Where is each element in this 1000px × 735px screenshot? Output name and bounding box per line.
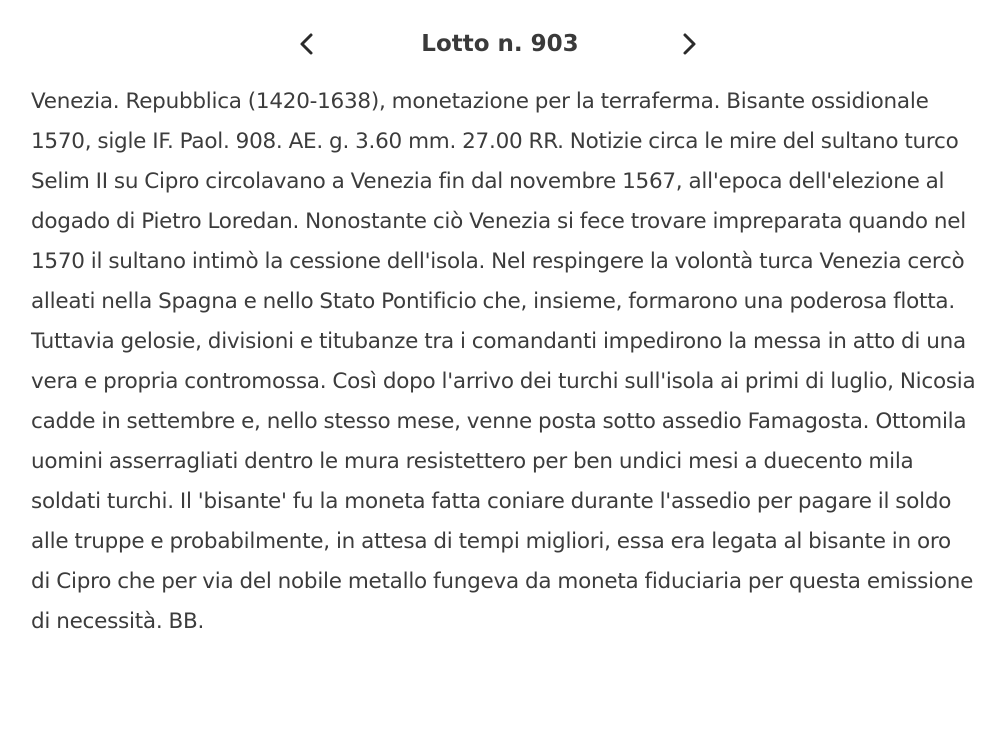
lot-title: Lotto n. 903 [421,31,579,57]
next-lot-button[interactable] [671,26,707,62]
lot-header [0,0,1000,88]
lot-description: Venezia. Repubblica (1420-1638), monetazione per la terraferma. Bisante ossidionale 1570, sigle IF. Paol. 908. AE. g. 3.60 mm. 27.00 RR. Notizie circa le mire del sultano turco Selim II su Cipro circolavano a Venezia fin dal novembre 1567, all'epoca dell'elezione al dogado di Pietro Loredan. Nonostante ciò Venezia si fece trovare impreparata quando nel 1570 il sultano intimò la cessione dell'isola. Nel respingere la volontà turca Venezia cercò alleati nella Spagna e nello Stato Pontificio che, insieme, formarono una poderosa flotta. Tuttavia gelosie, divisioni e titubanze tra i comandanti impedirono la messa in atto di una vera e propria contromossa. Così dopo l'arrivo dei turchi sull'isola ai primi di luglio, Nicosia cadde in settembre e, nello stesso mese, venne posta sotto assedio Famagosta. Ottomila uomini asserragliati dentro le mura resistettero per ben undici mesi a duecento mila soldati turchi. Il 'bisante' fu la moneta fatta coniare durante l'assedio per pagare il soldo alle truppe e probabilmente, in attesa di tempi migliori, essa era legata al bisante in oro di Cipro che per via del nobile metallo fungeva da moneta fiduciaria per questa emissione di necessità. BB. [31,89,976,634]
chevron-right-icon [679,32,699,56]
